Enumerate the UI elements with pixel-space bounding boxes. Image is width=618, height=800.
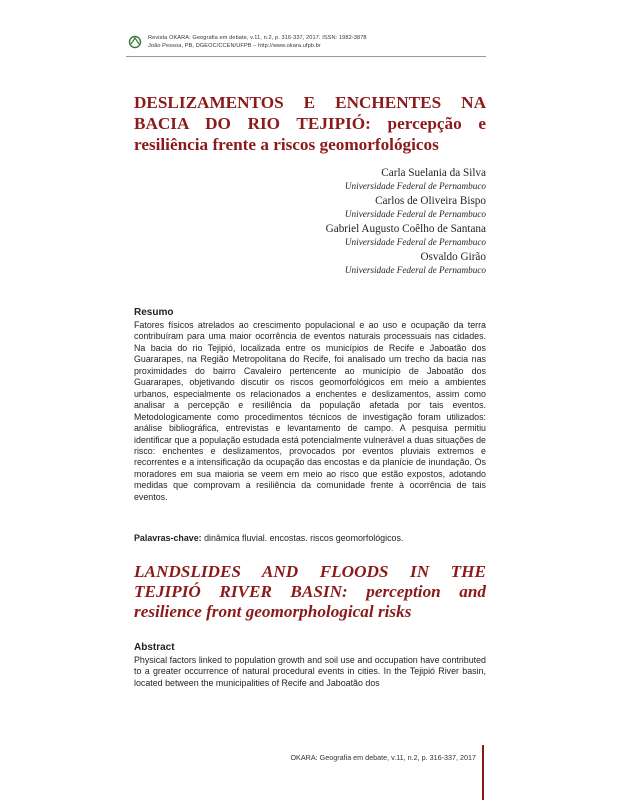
journal-header xyxy=(128,34,367,50)
author-institution: Universidade Federal de Pernambuco xyxy=(344,265,486,275)
author-institution: Universidade Federal de Pernambuco xyxy=(344,237,486,247)
keywords-text: dinâmica fluvial. encostas. riscos geomorfológicos. xyxy=(201,533,404,543)
journal-logo-icon xyxy=(128,35,142,49)
author-entry xyxy=(326,222,486,248)
abstract-text: Physical factors linked to population growth and soil use and occupation have contributed to a greater occurrence of natural procedural events in cities. In the Tejipió River basin, located between the municipalities of Recife and Jaboatão dos xyxy=(134,655,486,688)
author-name: Gabriel Augusto Coêlho de Santana xyxy=(325,223,486,235)
header-divider xyxy=(126,56,486,57)
author-name: Carlos de Oliveira Bispo xyxy=(375,195,486,207)
footer-divider xyxy=(482,745,484,800)
article-title: DESLIZAMENTOS E ENCHENTES NA BACIA DO RIO TEJIPIÓ: percepção e resiliência frente a riscos geomorfológicos xyxy=(134,93,486,154)
author-institution: Universidade Federal de Pernambuco xyxy=(344,181,486,191)
journal-location-url: João Pessoa, PB, DGEOC/CCEN/UFPB – http://www.okara.ufpb.br xyxy=(148,43,321,49)
journal-header-text xyxy=(148,34,367,50)
author-name: Carla Suelania da Silva xyxy=(381,167,486,179)
author-name: Osvaldo Girão xyxy=(420,251,486,263)
author-list xyxy=(326,166,486,278)
abstract-heading: Abstract xyxy=(134,642,175,653)
page-footer: OKARA: Geografia em debate, v.11, n.2, p. 316-337, 2017 xyxy=(290,753,476,762)
keywords xyxy=(134,532,486,544)
author-institution: Universidade Federal de Pernambuco xyxy=(344,209,486,219)
keywords-label: Palavras-chave: xyxy=(134,533,202,543)
author-entry xyxy=(326,166,486,192)
author-entry xyxy=(326,250,486,276)
author-entry xyxy=(326,194,486,220)
journal-citation: Revista OKARA: Geografia em debate, v.11, n.2, p. 316-337, 2017. ISSN: 1982-3878 xyxy=(148,35,367,41)
resumo-heading: Resumo xyxy=(134,307,174,318)
english-title: LANDSLIDES AND FLOODS IN THE TEJIPIÓ RIVER BASIN: perception and resilience front geomorphological risks xyxy=(134,562,486,621)
resumo-text: Fatores físicos atrelados ao crescimento populacional e ao uso e ocupação da terra contribuíram para uma maior ocorrência de eventos naturais processuais nas cidades. Na bacia do rio Tejipió, localizada entre os municípios de Recife e Jaboatão dos Guararapes, na Região Metropolitana do Recife, foi analisado um trecho da bacia nas proximidades do bairro Cavaleiro pertencente ao município de Jaboatão dos Guararapes, objetivando discutir os riscos geomorfológicos em meio a ambientes urbanos, especialmente os relacionados a enchentes e deslizamentos, assim como analisar a percepção e resiliência da população afetada por tais eventos. Metodologicamente como procedimentos técnicos de investigação foram utilizados: análise bibliográfica, entrevistas e levantamento de campo. A pesquisa permitiu identificar que a população estudada está potencialmente vulnerável a duas situações de risco: enchentes e deslizamentos, provocados por eventos pluviais extremos e recorrentes e a intensificação da ocupação das encostas e da planície de inundação. Os moradores em sua maioria se veem em meio ao risco que estão expostos, adotando medidas que comprovam a resiliência da comunidade frente à ocorrência de tais eventos. xyxy=(134,320,486,502)
